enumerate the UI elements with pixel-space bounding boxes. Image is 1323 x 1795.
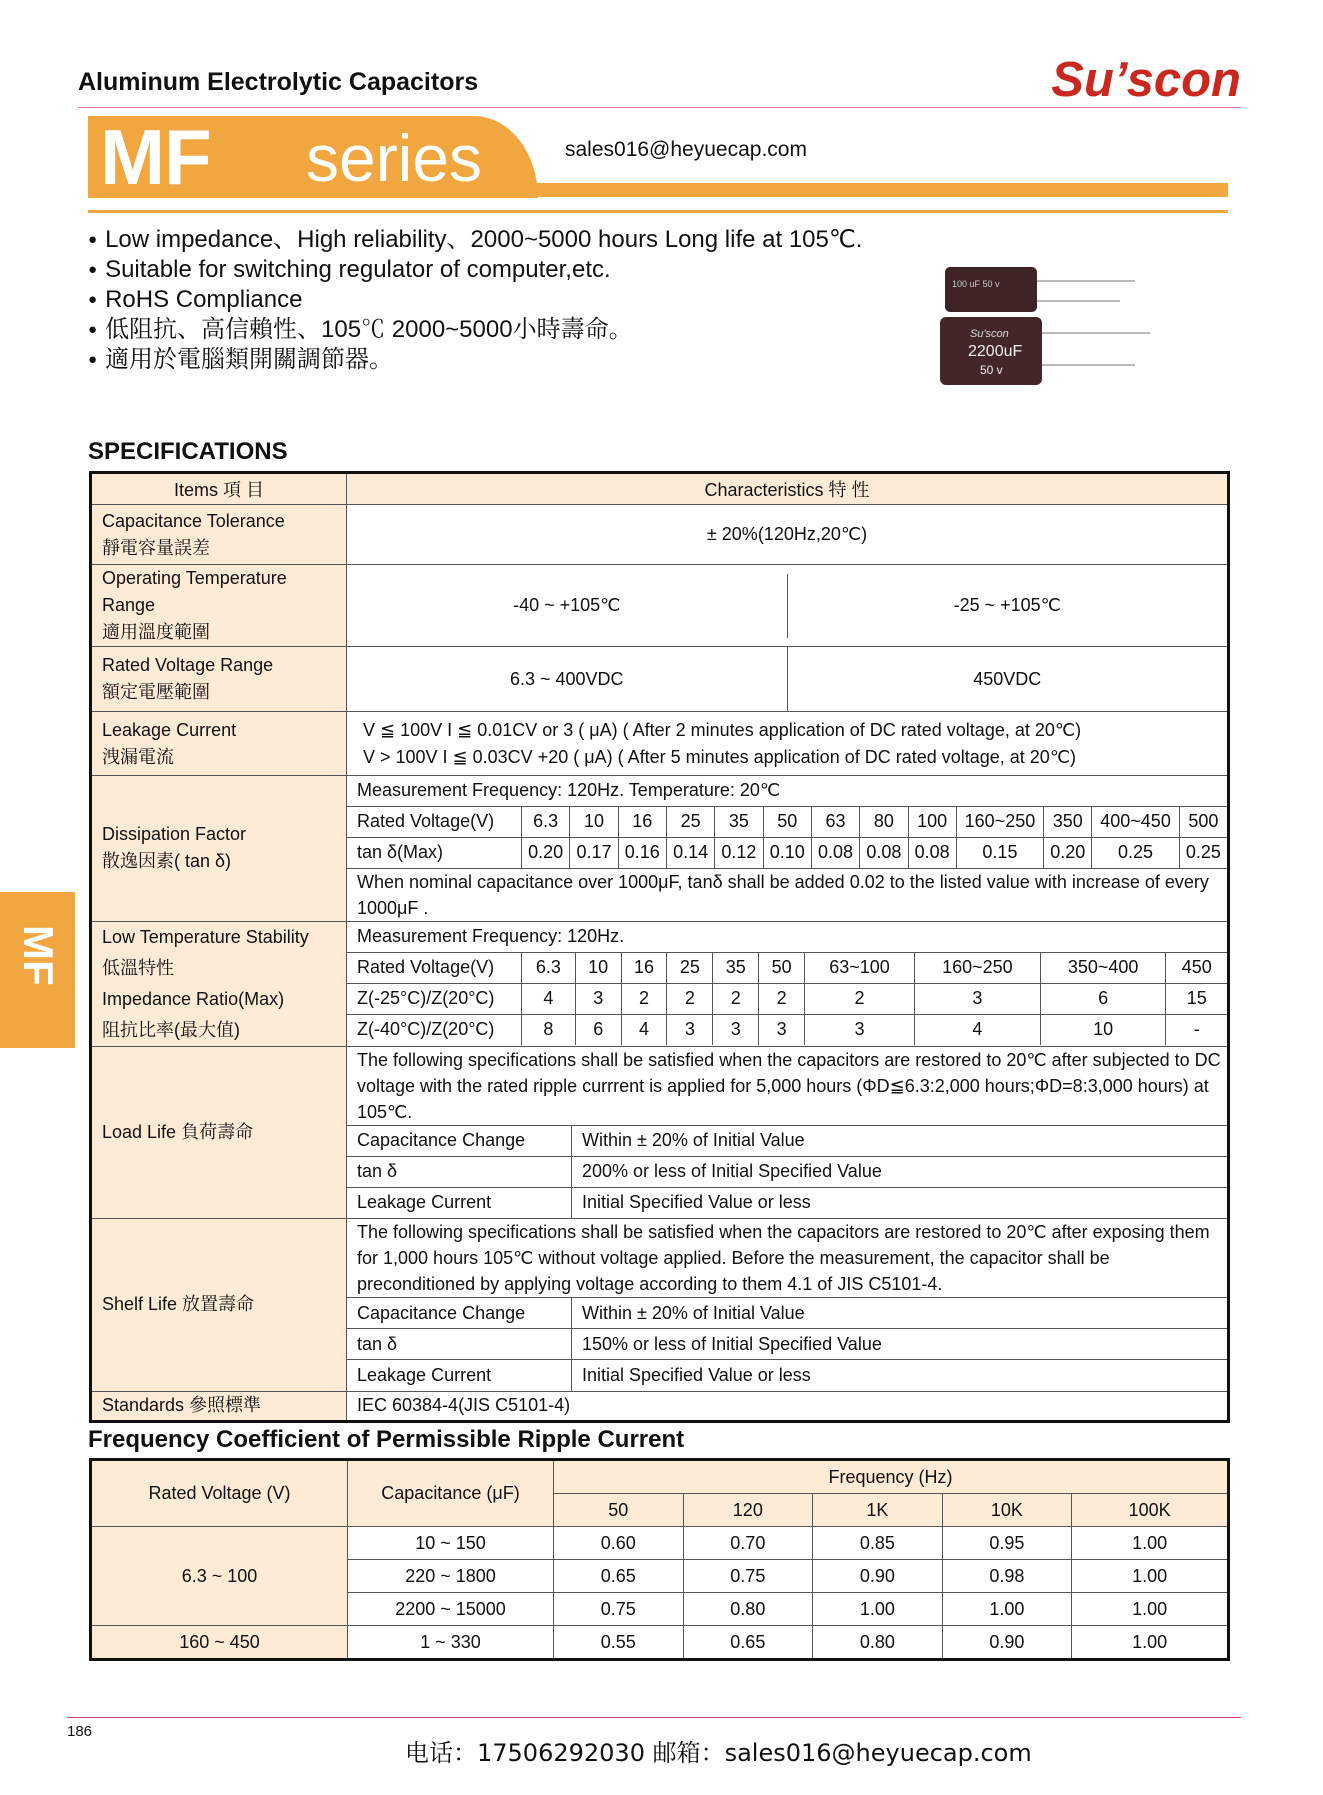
df-tan-cell: 0.14 (666, 837, 714, 868)
df-voltage-cell: 25 (666, 806, 714, 837)
item-dissipation-factor: Dissipation Factor 散逸因素( tan δ) (91, 776, 347, 922)
feature-item: ● RoHS Compliance (88, 285, 862, 315)
document-title: Aluminum Electrolytic Capacitors (78, 68, 479, 96)
item-load-life: Load Life 負荷壽命 (91, 1046, 347, 1219)
ripple-capacitance-cell: 1 ~ 330 (348, 1626, 554, 1660)
ripple-coefficient-cell: 0.80 (813, 1626, 943, 1660)
df-measurement: Measurement Frequency: 120Hz. Temperature: 20℃ (347, 776, 1227, 806)
value-leakage-current: V ≦ 100V I ≦ 0.01CV or 3 ( μA) ( After 2 minutes application of DC rated voltage, at 20℃) V > 100V I ≦ 0.03CV +20 ( μA) ( After 5 minutes application of DC rated voltage, at 20℃) (347, 712, 1229, 776)
ripple-header-voltage: Rated Voltage (V) (91, 1460, 348, 1527)
feature-item: ● 低阻抗、高信賴性、105℃ 2000~5000小時壽命。 (88, 315, 862, 345)
brand-logo: Su’scon (1051, 53, 1241, 107)
lts-voltage-cell: 350~400 (1040, 952, 1166, 983)
ripple-header-frequency: Frequency (Hz) (554, 1460, 1229, 1494)
ripple-coefficient-cell: 0.90 (942, 1626, 1072, 1660)
large-cap-capacitance: 2200uF (968, 343, 1023, 360)
banner-band (88, 183, 1228, 197)
ripple-capacitance-cell: 220 ~ 1800 (348, 1560, 554, 1593)
feature-item: ● Low impedance、High reliability、2000~5000 hours Long life at 105℃. (88, 225, 862, 255)
ripple-coefficient-cell: 0.85 (813, 1527, 943, 1560)
lts-z40-cell: 8 (522, 1014, 576, 1045)
series-code: MF (100, 113, 211, 201)
ripple-coefficient-cell: 0.95 (942, 1527, 1072, 1560)
lts-z25-cell: 2 (713, 983, 759, 1014)
df-tan-cell: 0.08 (860, 837, 908, 868)
lts-z40-cell: 10 (1040, 1014, 1166, 1045)
ripple-coefficient-cell: 1.00 (942, 1593, 1072, 1626)
ripple-heading: Frequency Coefficient of Permissible Ripple Current (88, 1426, 685, 1453)
ripple-coefficient-cell: 1.00 (1072, 1626, 1229, 1660)
lts-z25-cell: 2 (621, 983, 667, 1014)
lts-z40-cell: 3 (713, 1014, 759, 1045)
df-voltage-cell: 50 (763, 806, 811, 837)
df-note: When nominal capacitance over 1000μF, tanδ shall be added 0.02 to the listed value with increase of every 1000μF . (347, 868, 1227, 921)
item-low-temperature-stability: Low Temperature Stability 低溫特性 Impedance Ratio(Max) 阻抗比率(最大值) (91, 921, 347, 1046)
large-cap-voltage: 50 v (980, 363, 1003, 377)
header-characteristics: Characteristics 特 性 (347, 473, 1229, 505)
ripple-coefficient-cell: 1.00 (1072, 1593, 1229, 1626)
ripple-frequency-header: 50 (554, 1494, 684, 1527)
item-standards: Standards 參照標準 (91, 1391, 347, 1421)
ripple-coefficient-cell: 0.90 (813, 1560, 943, 1593)
lts-z25-cell: 15 (1166, 983, 1227, 1014)
header-email[interactable]: sales016@heyuecap.com (565, 138, 807, 161)
feature-item: ● 適用於電腦類開關調節器。 (88, 345, 862, 375)
feature-item: ● Suitable for switching regulator of computer,etc. (88, 255, 862, 285)
df-tan-cell: 0.12 (715, 837, 763, 868)
df-tan-cell: 0.20 (1044, 837, 1092, 868)
ripple-frequency-header: 120 (683, 1494, 813, 1527)
lts-z40-cell: 4 (915, 1014, 1041, 1045)
lts-z40-cell: 3 (759, 1014, 805, 1045)
value-temp-low-voltage: -40 ~ +105℃ (347, 574, 787, 638)
df-tan-cell: 0.25 (1179, 837, 1227, 868)
load-life-table (347, 1047, 1227, 1219)
shelf-life-key: Leakage Current (347, 1360, 572, 1391)
lts-z40-cell: 4 (621, 1014, 667, 1045)
lts-voltage-cell: 16 (621, 952, 667, 983)
df-voltage-cell: 160~250 (956, 806, 1043, 837)
ripple-capacitance-cell: 2200 ~ 15000 (348, 1593, 554, 1626)
df-tan-cell: 0.25 (1092, 837, 1179, 868)
ripple-coefficient-cell: 1.00 (1072, 1527, 1229, 1560)
impedance-ratio-table (347, 922, 1227, 1045)
shelf-life-value: Initial Specified Value or less (572, 1360, 1228, 1391)
lts-voltage-cell: 25 (667, 952, 713, 983)
df-tan-cell: 0.20 (522, 837, 570, 868)
load-life-value: Initial Specified Value or less (572, 1187, 1228, 1218)
lts-voltage-cell: 50 (759, 952, 805, 983)
item-leakage-current: Leakage Current 洩漏電流 (91, 712, 347, 776)
df-tan-cell: 0.17 (570, 837, 618, 868)
lts-z25-cell: 4 (522, 983, 576, 1014)
load-life-description: The following specifications shall be satisfied when the capacitors are restored to 20℃ after subjected to DC voltage with the rated ripple currrent is applied for 5,000 hours (ΦD≦6.3:2,000 hours;ΦD=8:3,000 hours) at 105℃. (347, 1047, 1227, 1126)
lts-z25-cell: 2 (759, 983, 805, 1014)
df-voltage-cell: 500 (1179, 806, 1227, 837)
ripple-coefficient-cell: 0.60 (554, 1527, 684, 1560)
lts-z40-cell: 3 (667, 1014, 713, 1045)
lts-z40-cell: 3 (805, 1014, 915, 1045)
ripple-voltage-group-2: 160 ~ 450 (91, 1626, 348, 1660)
value-temp-high-voltage: -25 ~ +105℃ (787, 574, 1227, 638)
lts-z25-cell: 6 (1040, 983, 1166, 1014)
df-tan-cell: 0.15 (956, 837, 1043, 868)
shelf-life-value: 150% or less of Initial Specified Value (572, 1329, 1228, 1360)
ripple-frequency-header: 100K (1072, 1494, 1229, 1527)
item-shelf-life: Shelf Life 放置壽命 (91, 1219, 347, 1392)
ripple-coefficient-cell: 0.98 (942, 1560, 1072, 1593)
df-voltage-cell: 350 (1044, 806, 1092, 837)
lts-voltage-cell: 450 (1166, 952, 1227, 983)
df-voltage-cell: 80 (860, 806, 908, 837)
lts-voltage-cell: 6.3 (522, 952, 576, 983)
df-voltage-cell: 10 (570, 806, 618, 837)
ripple-coefficient-cell: 0.80 (683, 1593, 813, 1626)
df-voltage-cell: 100 (908, 806, 956, 837)
value-voltage-range: 6.3 ~ 400VDC (347, 647, 787, 711)
capacitor-product-image (940, 262, 1170, 387)
df-tan-cell: 0.16 (618, 837, 666, 868)
ripple-coefficient-table (89, 1458, 1230, 1661)
lts-z40-cell: - (1166, 1014, 1227, 1045)
ripple-header-capacitance: Capacitance (μF) (348, 1460, 554, 1527)
shelf-life-table (347, 1219, 1227, 1391)
ripple-frequency-header: 1K (813, 1494, 943, 1527)
shelf-life-value: Within ± 20% of Initial Value (572, 1298, 1228, 1329)
footer-contact: 电话：17506292030 邮箱：sales016@heyuecap.com (405, 1739, 1032, 1767)
df-tan-cell: 0.10 (763, 837, 811, 868)
value-capacitance-tolerance: ± 20%(120Hz,20℃) (347, 505, 1229, 565)
feature-list (88, 225, 862, 375)
lts-voltage-cell: 63~100 (805, 952, 915, 983)
ripple-coefficient-cell: 1.00 (813, 1593, 943, 1626)
lts-z25-cell: 3 (575, 983, 621, 1014)
lts-z25-cell: 3 (915, 983, 1041, 1014)
lts-z40-label: Z(-40°C)/Z(20°C) (347, 1014, 522, 1045)
df-voltage-cell: 400~450 (1092, 806, 1179, 837)
lts-z25-cell: 2 (667, 983, 713, 1014)
df-tan-cell: 0.08 (811, 837, 859, 868)
ripple-frequency-header: 10K (942, 1494, 1072, 1527)
value-voltage-450: 450VDC (787, 647, 1227, 711)
ripple-capacitance-cell: 10 ~ 150 (348, 1527, 554, 1560)
page-number: 186 (67, 1723, 93, 1740)
lts-voltage-cell: 160~250 (915, 952, 1041, 983)
ripple-coefficient-cell: 0.70 (683, 1527, 813, 1560)
ripple-coefficient-cell: 0.75 (683, 1560, 813, 1593)
item-rated-voltage: Rated Voltage Range 額定電壓範圍 (91, 647, 347, 712)
banner-line (88, 210, 1228, 213)
ripple-coefficient-cell: 0.75 (554, 1593, 684, 1626)
item-operating-temperature: Operating Temperature Range 適用溫度範圍 (91, 565, 347, 647)
df-tan-label: tan δ(Max) (347, 837, 522, 868)
lts-z25-cell: 2 (805, 983, 915, 1014)
ripple-voltage-group-1: 6.3 ~ 100 (91, 1527, 348, 1626)
load-life-key: tan δ (347, 1156, 572, 1187)
df-tan-cell: 0.08 (908, 837, 956, 868)
ripple-coefficient-cell: 0.65 (683, 1626, 813, 1660)
shelf-life-description: The following specifications shall be satisfied when the capacitors are restored to 20℃ after exposing them for 1,000 hours 105℃ without voltage applied. Before the measurement, the capacitor shall be preconditioned by applying voltage according to them 4.1 of JIS C5101-4. (347, 1219, 1227, 1298)
lts-rated-voltage-label: Rated Voltage(V) (347, 952, 522, 983)
specifications-heading: SPECIFICATIONS (88, 438, 288, 465)
load-life-value: Within ± 20% of Initial Value (572, 1125, 1228, 1156)
large-cap-brand: Su'scon (970, 328, 1009, 340)
df-voltage-cell: 6.3 (522, 806, 570, 837)
df-voltage-cell: 63 (811, 806, 859, 837)
shelf-life-key: Capacitance Change (347, 1298, 572, 1329)
lts-voltage-cell: 35 (713, 952, 759, 983)
ripple-coefficient-cell: 0.65 (554, 1560, 684, 1593)
ripple-coefficient-cell: 0.55 (554, 1626, 684, 1660)
small-cap-label: 100 uF 50 v (952, 279, 1000, 289)
header-items: Items 項 目 (91, 473, 347, 505)
header-divider (78, 107, 1241, 108)
lts-z40-cell: 6 (575, 1014, 621, 1045)
specifications-table (89, 471, 1230, 1423)
load-life-value: 200% or less of Initial Specified Value (572, 1156, 1228, 1187)
series-word: series (306, 121, 483, 195)
lts-measurement: Measurement Frequency: 120Hz. (347, 922, 1227, 952)
footer-divider (67, 1717, 1241, 1718)
load-life-key: Leakage Current (347, 1187, 572, 1218)
dissipation-factor-table (347, 776, 1227, 921)
shelf-life-key: tan δ (347, 1329, 572, 1360)
df-rated-voltage-label: Rated Voltage(V) (347, 806, 522, 837)
value-standards: IEC 60384-4(JIS C5101-4) (347, 1391, 1229, 1421)
df-voltage-cell: 35 (715, 806, 763, 837)
ripple-coefficient-cell: 1.00 (1072, 1560, 1229, 1593)
load-life-key: Capacitance Change (347, 1125, 572, 1156)
lts-z25-label: Z(-25°C)/Z(20°C) (347, 983, 522, 1014)
side-tab-label: MF (15, 925, 62, 986)
lts-voltage-cell: 10 (575, 952, 621, 983)
item-capacitance-tolerance: Capacitance Tolerance 靜電容量誤差 (91, 505, 347, 565)
df-voltage-cell: 16 (618, 806, 666, 837)
